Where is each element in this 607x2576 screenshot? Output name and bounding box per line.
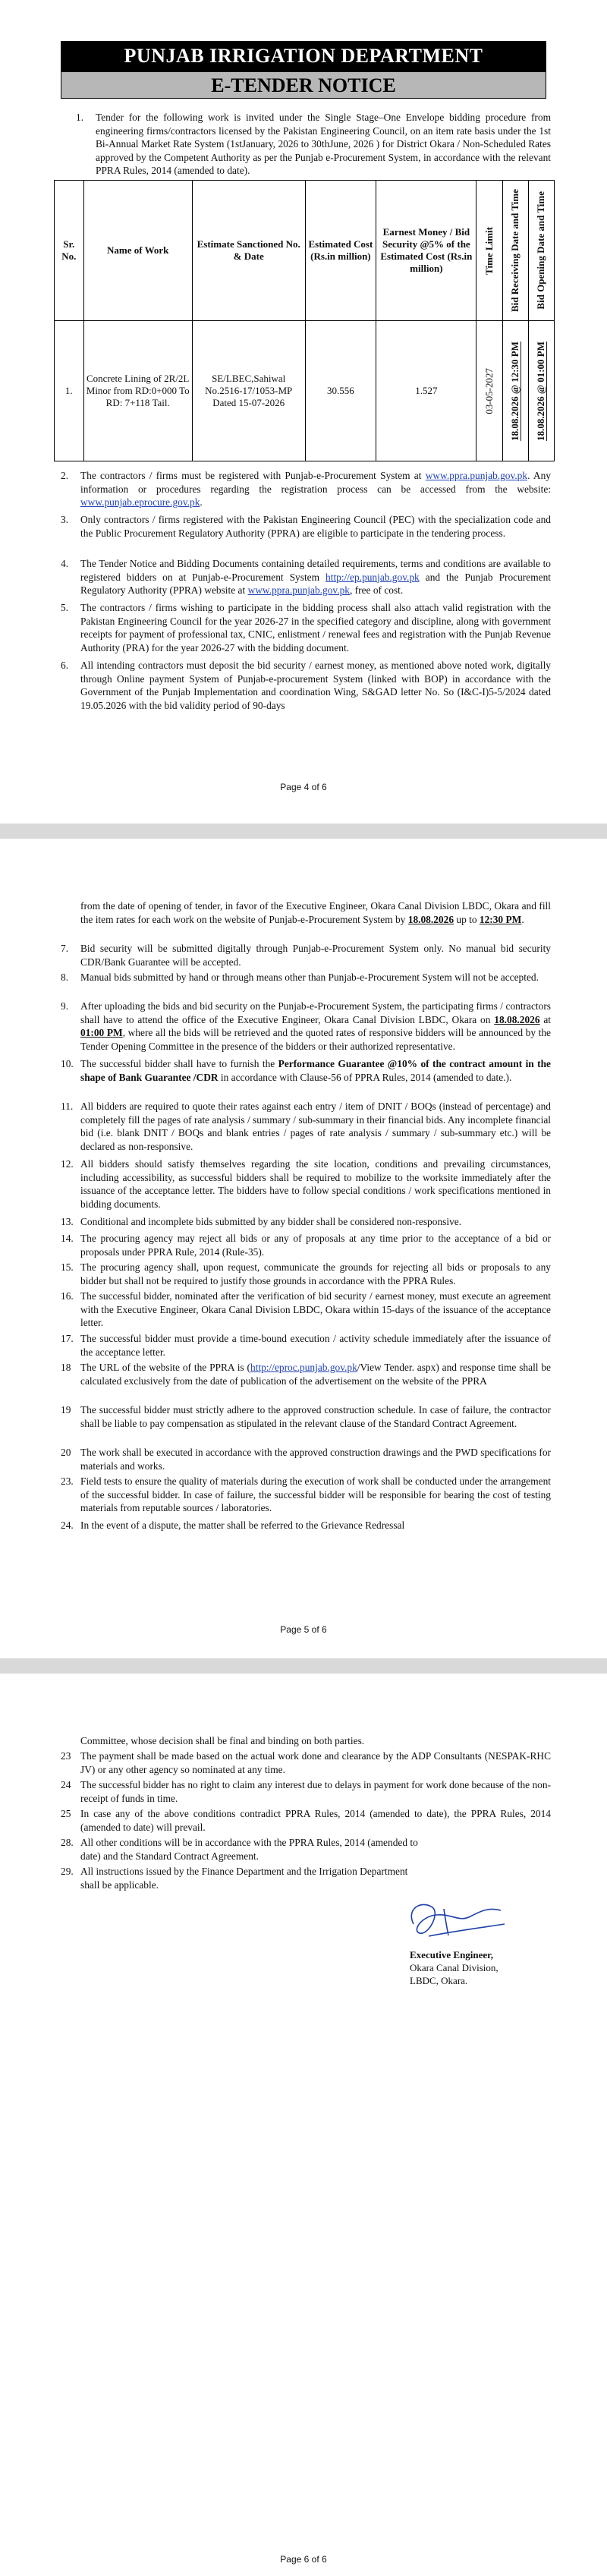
header-sr: Sr. No. [55, 181, 84, 321]
item-20-text: The work shall be executed in accordance with the approved construction drawings and the PWD specifications for materials and works. [80, 1447, 551, 1472]
intro-number: 1. [76, 112, 84, 123]
item-18-text: The URL of the website of the PPRA is (http://eproc.punjab.gov.pk/View Tender. aspx) and response time shall be calculated exclusively from the date of publication of the advertisement on the website of the PPRA [80, 1362, 552, 1387]
page-6 [0, 1674, 607, 2576]
eproc-link[interactable]: http://eproc.punjab.gov.pk [250, 1362, 357, 1373]
ppra-website-link[interactable]: www.ppra.punjab.gov.pk [247, 584, 350, 596]
cell-opening: 18.08.2026 @ 01:00 PM [535, 341, 547, 441]
intro-text: Tender for the following work is invited under the Single Stage–One Envelope bidding procedure from engineering firms/contractors licensed by the Pakistan Engineering Council, on an item rate basis under the 1st Bi-Annual Market Rate System (1stJanuary, 2026 to 30thJune, 2026 ) for District Okara / Non-Scheduled Rates approved by the Competent Authority as per the Punjab e-Procurement System, in accordance with the relevant PPRA Rules, 2014 (amended to date). [96, 112, 551, 176]
table-header-row [55, 181, 555, 321]
item-24a-text: In the event of a dispute, the matter shall be referred to the Grievance Redressal [80, 1519, 405, 1531]
page-gap [0, 824, 607, 839]
item-23b-number: 23 [61, 1750, 71, 1762]
cell-sr: 1. [55, 321, 84, 461]
cell-receiving: 18.08.2026 @ 12:30 PM [509, 341, 521, 441]
signature-line2: LBDC, Okara. [410, 1975, 468, 1986]
item-13-number: 13. [61, 1216, 74, 1227]
item-23b-text: The payment shall be made based on the actual work done and clearance by the ADP Consultants (NESPAK-RHC JV) or any other agency so nominated at any time. [80, 1750, 551, 1775]
page-footer-5: Page 5 of 6 [280, 1624, 327, 1635]
notice-title: E-TENDER NOTICE [61, 71, 546, 99]
item-10-number: 10. [61, 1058, 74, 1069]
opening-time: 01:00 PM [80, 1027, 123, 1038]
header-earnest: Earnest Money / Bid Security @5% of the Estimated Cost (Rs.in million) [376, 181, 476, 321]
cell-time-limit: 03-05-2027 [483, 367, 495, 414]
item-4-number: 4. [61, 558, 69, 569]
item-8-text: Manual bids submitted by hand or through means other than Punjab-e-Procurement System will not be accepted. [80, 972, 539, 983]
eprocure-link[interactable]: www.punjab.eprocure.gov.pk [80, 496, 200, 508]
cell-estimate: SE/LBEC,Sahiwal No.2516-17/1053-MP Dated 15-07-2026 [192, 321, 305, 461]
page-4 [0, 0, 607, 839]
page-footer-4: Page 4 of 6 [280, 782, 327, 792]
item-6-continuation: from the date of opening of tender, in favor of the Executive Engineer, Okara Canal Division LBDC, Okara and fill the item rates for each work on the website of Punjab-e-Procurement System by 18.08.2026 up to 12:30 PM. [80, 900, 551, 925]
signature-line1: Okara Canal Division, [410, 1962, 498, 1973]
item-7-text: Bid security will be submitted digitally through Punjab-e-Procurement System only. No manual bid security CDR/Bank Guarantee will be accepted. [80, 943, 551, 968]
header-cost: Estimated Cost (Rs.in million) [305, 181, 376, 321]
item-11-number: 11. [61, 1101, 74, 1112]
cell-name: Concrete Lining of 2R/2L Minor from RD:0+000 To RD: 7+118 Tail. [83, 321, 192, 461]
item-23a-text: Field tests to ensure the quality of materials during the execution of work shall be conducted under the arrangement of the successful bidder. In case of failure, the successful bidder will be responsible for bearing the cost of testing materials from reputable sources / laboratories. [80, 1475, 551, 1513]
item-24a-number: 24. [61, 1519, 74, 1531]
header-opening: Bid Opening Date and Time [535, 191, 547, 310]
item-6-text: All intending contractors must deposit the bid security / earnest money, as mentioned above noted work, digitally through Online payment System of Punjab-e-procurement System (linked with BOP) in accordance with the Government of the Punjab Implementation and coordination Wing, S&GAD letter No. So (I&C-I)5-5/2024 dated 19.05.2026 with the bid validity period of 90-days [80, 660, 551, 711]
bid-date: 18.08.2026 [407, 913, 454, 925]
item-28-text: All other conditions will be in accordance with the PPRA Rules, 2014 (amended to date) and the Standard Contract Agreement. [80, 1837, 418, 1862]
item-6-number: 6. [61, 660, 69, 671]
opening-date: 18.08.2026 [494, 1013, 540, 1025]
performance-guarantee: Performance Guarantee @10% of the contract amount in the shape of Bank Guarantee /CDR [80, 1058, 551, 1083]
item-3-number: 3. [61, 514, 69, 525]
cell-cost: 30.556 [305, 321, 376, 461]
item-10-text: The successful bidder shall have to furnish the Performance Guarantee @10% of the contract amount in the shape of Bank Guarantee /CDR in accordance with Clause-56 of PPRA Rules, 2014 (amended to date.). [80, 1058, 551, 1083]
item-17-text: The successful bidder must provide a time-bound execution / activity schedule immediately after the issuance of the acceptance letter. [80, 1333, 551, 1358]
item-14-number: 14. [61, 1233, 74, 1244]
item-24b-number: 24 [61, 1779, 71, 1790]
item-4-text: The Tender Notice and Bidding Documents containing detailed requirements, terms and conditions are available to registered bidders on at Punjab-e-Procurement System http://ep.punjab.gov.pk and the Punjab Procurement Regulatory Authority (PPRA) website at www.ppra.punjab.gov.pk, free of cost. [80, 558, 551, 596]
item-5-number: 5. [61, 602, 69, 613]
item-9-number: 9. [61, 1000, 69, 1012]
signature-block [410, 1948, 498, 1987]
item-8-number: 8. [61, 972, 69, 983]
tender-table [54, 180, 555, 461]
page-5 [0, 839, 607, 1674]
item-11-text: All bidders are required to quote their rates against each entry / item of DNIT / BOQs (instead of percentage) and completely fill the pages of rate analysis / summary / sub-summary in their financial bids. Any incomplete financial bid (i.e. blank DNIT / BOQs and blank entries / pages of rate analysis / summary / sub-summary etc.) will be declared as non-responsive. [80, 1101, 551, 1152]
item-3-text: Only contractors / firms registered with the Pakistan Engineering Council (PEC) with the specialization code and the Public Procurement Regulatory Authority (PPRA) are eligible to participate in the tendering process. [80, 514, 551, 539]
item-2-number: 2. [61, 470, 69, 481]
ep-punjab-link[interactable]: http://ep.punjab.gov.pk [326, 571, 420, 583]
item-2-text: The contractors / firms must be registered with Punjab-e-Procurement System at www.ppra.punjab.gov.pk. Any information or procedures regarding the registration process can be accessed from the website: www.punjab.eprocure.gov.pk. [80, 470, 551, 508]
item-12-text: All bidders should satisfy themselves regarding the site location, conditions and prevailing circumstances, including accessibility, as successful bidders shall be required to mobilize to the worksite immediately after the issuance of the acceptance letter. The bidders have to follow special conditions / work specifications mentioned in bidding documents. [80, 1158, 551, 1210]
item-29-number: 29. [61, 1866, 74, 1877]
item-29-text: All instructions issued by the Finance Department and the Irrigation Department shall be applicable. [80, 1866, 408, 1891]
item-16-number: 16. [61, 1290, 74, 1302]
page-gap [0, 1658, 607, 1674]
item-19-text: The successful bidder must strictly adhere to the approved construction schedule. In case of failure, the contractor shall be liable to pay compensation as stipulated in the relevant clause of the Standard Contract Agreement. [80, 1404, 551, 1429]
item-12-number: 12. [61, 1158, 74, 1170]
cell-earnest: 1.527 [376, 321, 476, 461]
signature-title: Executive Engineer, [410, 1949, 494, 1960]
signature-icon [398, 1894, 512, 1947]
item-20-number: 20 [61, 1447, 71, 1458]
item-15-text: The procuring agency shall, upon request, communicate the grounds for rejecting all bids or proposals to any bidder but shall not be required to justify those grounds in accordance with the PPRA Rules. [80, 1261, 551, 1286]
item-7-number: 7. [61, 943, 69, 954]
item-5-text: The contractors / firms wishing to participate in the bidding process shall also attach valid registration with the Pakistan Engineering Council for the year 2026-27 in the specified category and discipline, along with government receipts for payment of professional tax, CNIC, enlistment / renewal fees and registration with the Punjab Revenue Authority (PRA) for the year 2026-27 with the bidding document. [80, 602, 551, 653]
item-25-number: 25 [61, 1808, 71, 1819]
item-23a-number: 23. [61, 1475, 74, 1487]
item-14-text: The procuring agency may reject all bids or any of proposals at any time prior to the acceptance of a bid or proposals under PPRA Rule, 2014 (Rule-35). [80, 1233, 551, 1258]
item-25-text: In case any of the above conditions contradict PPRA Rules, 2014 (amended to date), the PPRA Rules, 2014 (amended to date) will prevail. [80, 1808, 551, 1833]
table-row [55, 321, 555, 461]
ppra-link[interactable]: www.ppra.punjab.gov.pk [425, 470, 528, 481]
item-9-text: After uploading the bids and bid security on the Punjab-e-Procurement System, the participating firms / contractors shall have to attend the office of the Executive Engineer, Okara Canal Division LBDC, Okara on 18.08.2026 at 01:00 PM, where all the bids will be retrieved and the quoted rates of responsive bidders will be announced by the Tender Opening Committee in the presence of the bidders or their authorized representative. [80, 1000, 552, 1052]
header-name: Name of Work [83, 181, 192, 321]
department-title: PUNJAB IRRIGATION DEPARTMENT [61, 41, 546, 71]
item-24a-continuation: Committee, whose decision shall be final and binding on both parties. [80, 1735, 365, 1746]
item-13-text: Conditional and incomplete bids submitted by any bidder shall be considered non-responsive. [80, 1216, 462, 1227]
item-28-number: 28. [61, 1837, 74, 1848]
header-estimate: Estimate Sanctioned No. & Date [192, 181, 305, 321]
item-17-number: 17. [61, 1333, 74, 1344]
item-16-text: The successful bidder, nominated after the verification of bid security / earnest money, must execute an agreement with the Executive Engineer, Okara Canal Division LBDC, Okara within 15-days of the issuance of the acceptance letter. [80, 1290, 551, 1328]
header-time-limit: Time Limit [483, 226, 495, 275]
header-receiving: Bid Receiving Date and Time [509, 188, 521, 313]
bid-time: 12:30 PM [479, 913, 522, 925]
item-24b-text: The successful bidder has no right to claim any interest due to delays in payment for work done because of the non-receipt of funds in time. [80, 1779, 551, 1804]
item-15-number: 15. [61, 1261, 74, 1273]
item-19-number: 19 [61, 1404, 71, 1416]
page-footer-6: Page 6 of 6 [280, 2554, 327, 2565]
item-18-number: 18 [61, 1362, 71, 1373]
